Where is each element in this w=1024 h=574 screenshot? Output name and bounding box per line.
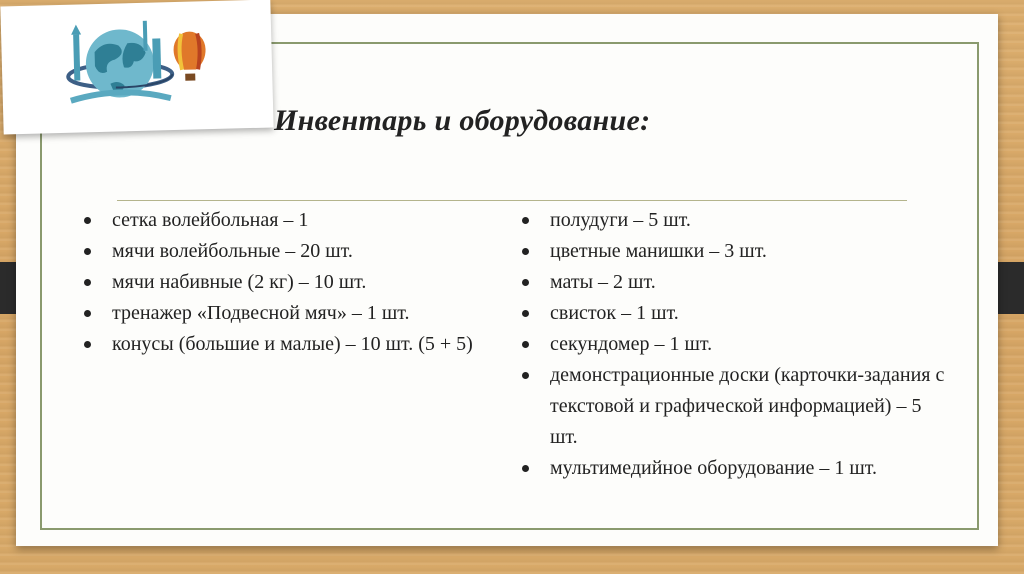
list-item-text: полудуги – 5 шт. [550,209,691,231]
list-item-text: маты – 2 шт. [550,271,656,293]
list-item [518,453,960,484]
bullet-dot-icon [84,341,91,348]
list-item [80,267,520,298]
page-title: Инвентарь и оборудование: [274,104,651,137]
bullet-dot-icon [522,372,529,379]
list-item [80,298,520,329]
list-item-text: цветные манишки – 3 шт. [550,240,767,262]
list-item-text: мультимедийное оборудование – 1 шт. [550,457,878,479]
list-item [80,329,508,360]
bullet-dot-icon [522,248,529,255]
list-item-text: мячи волейбольные – 20 шт. [112,240,353,262]
title-divider [117,200,907,201]
list-item [518,329,958,360]
bullet-dot-icon [522,217,529,224]
bullet-dot-icon [84,217,91,224]
list-item-text: секундомер – 1 шт. [550,333,713,355]
list-item [518,236,958,267]
bullet-dot-icon [522,310,529,317]
list-item-text: тренажер «Подвесной мяч» – 1 шт. [112,302,410,324]
list-item [518,205,958,236]
list-item-text: свисток – 1 шт. [550,302,679,324]
list-item [518,267,958,298]
bullet-dot-icon [84,310,91,317]
bullet-dot-icon [84,279,91,286]
left-list [80,205,520,360]
list-item [518,360,950,453]
list-item [518,298,958,329]
globe-travel-icon [49,11,222,123]
list-item-text: демонстрационные доски (карточки-задания с текстовой и графической информацией) – 5 шт. [550,364,945,448]
list-item-text: сетка волейбольная – 1 [112,209,309,231]
bullet-dot-icon [522,465,529,472]
right-list [518,205,958,484]
bullet-dot-icon [522,341,529,348]
list-item-text: мячи набивные (2 кг) – 10 шт. [112,271,367,293]
logo-card [0,0,273,135]
list-item-text: конусы (большие и малые) – 10 шт. (5 + 5) [112,333,473,355]
bullet-dot-icon [522,279,529,286]
bullet-dot-icon [84,248,91,255]
list-item [80,236,520,267]
list-item [80,205,520,236]
